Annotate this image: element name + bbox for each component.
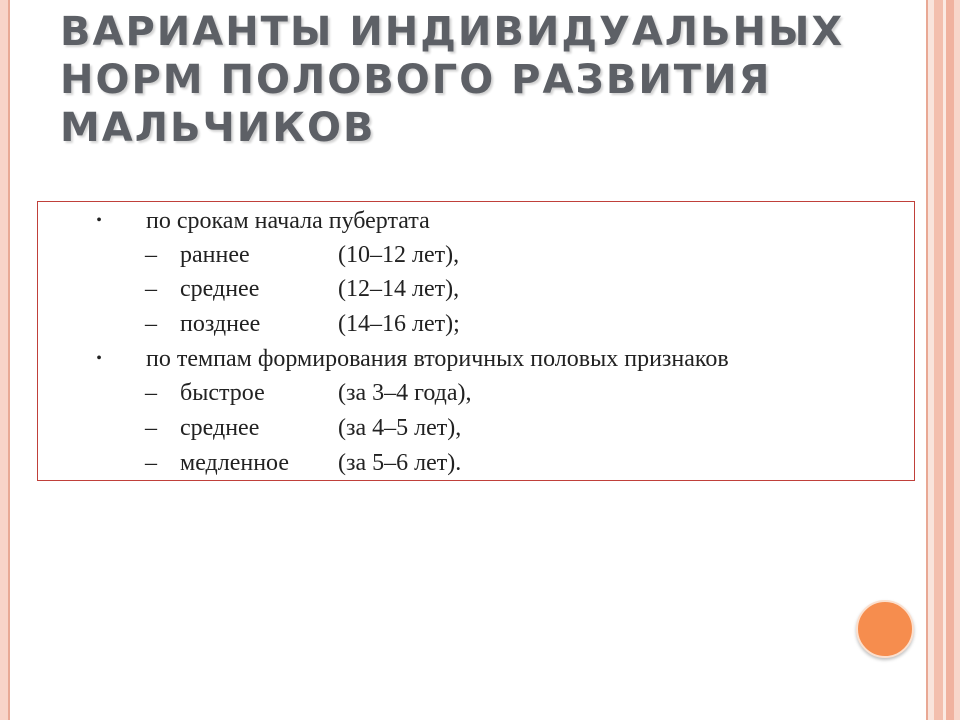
section-heading: по срокам начала пубертата xyxy=(146,208,430,234)
item-name: среднее xyxy=(180,415,260,441)
item-name: среднее xyxy=(180,276,260,302)
dash-icon: – xyxy=(145,415,157,441)
dash-icon: – xyxy=(145,450,157,476)
item-name: позднее xyxy=(180,311,261,337)
item-name: медленное xyxy=(180,450,289,476)
item-range: (за 4–5 лет), xyxy=(338,415,462,441)
item-range: (за 3–4 года), xyxy=(338,380,472,406)
slide-title xyxy=(60,8,860,152)
right-decorative-stripes xyxy=(926,0,960,720)
content-box xyxy=(37,201,915,481)
item-range: (12–14 лет), xyxy=(338,276,460,302)
slide-title-line: НОРМ ПОЛОВОГО РАЗВИТИЯ xyxy=(60,57,772,103)
bullet-icon: • xyxy=(96,350,102,367)
slide-title-line: ВАРИАНТЫ ИНДИВИДУАЛЬНЫХ xyxy=(60,9,845,55)
orange-circle-decoration xyxy=(856,600,914,658)
item-name: быстрое xyxy=(180,380,265,406)
item-range: (10–12 лет), xyxy=(338,242,460,268)
item-name: раннее xyxy=(180,242,250,268)
slide-title-line: МАЛЬЧИКОВ xyxy=(60,105,376,151)
dash-icon: – xyxy=(145,380,157,406)
left-decorative-border xyxy=(0,0,10,720)
item-range: (за 5–6 лет). xyxy=(338,450,462,476)
bullet-icon: • xyxy=(96,212,102,229)
dash-icon: – xyxy=(145,242,157,268)
dash-icon: – xyxy=(145,311,157,337)
item-range: (14–16 лет); xyxy=(338,311,460,337)
section-heading: по темпам формирования вторичных половых признаков xyxy=(146,346,729,372)
dash-icon: – xyxy=(145,276,157,302)
